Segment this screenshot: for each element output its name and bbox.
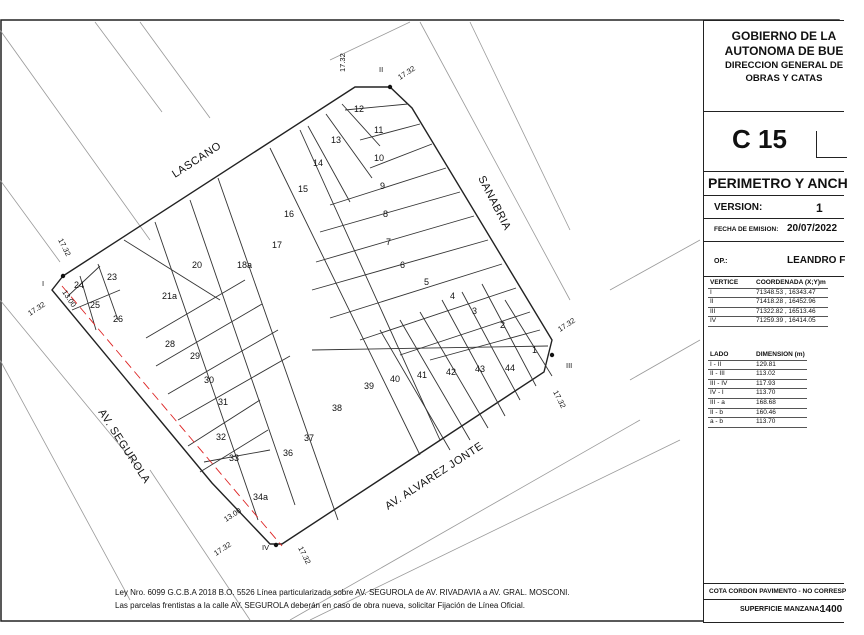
vertex-cell: I [708,288,754,298]
street-name-top: LASCANO [170,139,224,181]
side-cell: II - III [708,370,754,380]
particularized-line [62,286,282,546]
vertex-cell: II [708,298,754,308]
lot-number: 41 [417,370,428,380]
side-cell: IV - I [708,389,754,399]
lot-number: 18a [237,260,253,270]
table-row [708,370,807,380]
operator-value: LEANDRO F [787,255,846,266]
street-name-left: AV. SEGUROLA [95,407,153,486]
lot-number: 28 [165,339,176,349]
table-header-row [708,351,807,360]
chamfer-dimension: 17.32 [396,63,417,82]
vertex-marker-i [61,274,65,278]
operator-label: OP.: [714,258,728,265]
lot-number: 4 [450,291,456,301]
info-panel [703,20,848,623]
table-row [708,360,807,370]
emision-label: FECHA DE EMISION: [714,226,779,233]
dimension-cell: 129.81 [754,360,807,370]
lot-number: 3 [472,306,478,316]
vertex-label: I [42,279,45,288]
dept-line: OBRAS Y CATAS [745,73,823,84]
legal-note: Las parcelas frentistas a la calle AV. SEGUROLA deberán en caso de obra nueva, solicitar Fijación de Línea Oficial. [115,601,526,610]
lot-number: 40 [390,374,401,384]
divider [704,583,844,584]
vertex-cell: IV [708,317,754,327]
vertex-marker-ii [388,85,392,89]
chamfer-dimension: 17.32 [338,53,347,72]
gov-line: GOBIERNO DE LA [731,29,837,43]
dimension-cell: 117.93 [754,379,807,389]
lot-number: 16 [284,209,295,219]
cota-note: COTA CORDON PAVIMENTO - NO CORRESP [709,588,847,595]
dimension-cell: 168.68 [754,398,807,408]
lot-number: 12 [354,104,365,114]
lot-number: 20 [192,260,203,270]
chamfer-dimension: 17.32 [56,236,73,258]
table-row [708,418,807,428]
lot-number: 23 [107,272,118,282]
divider [704,111,844,112]
vertex-coordinates-table [708,279,828,327]
chamfer-dimension: 17.32 [212,539,233,558]
government-header [704,29,864,85]
lot-number: 42 [446,367,457,377]
lot-number: 37 [304,433,315,443]
lot-number: 6 [400,260,406,270]
coordinate-cell: 71322.82 , 16513.46 [754,307,828,317]
parcel-lines [68,104,552,520]
divider [704,171,844,172]
side-cell: I - II [708,360,754,370]
lot-number: 9 [380,181,386,191]
street-name-right: SANABRIA [475,173,514,233]
lot-number: 14 [313,158,324,168]
dept-line: DIRECCION GENERAL DE [724,60,844,71]
lot-number: 24 [74,280,85,290]
lot-number: 33 [229,453,240,463]
section-code: C 15 [732,124,787,154]
gov-line: AUTONOMA DE BUE [724,44,844,58]
lot-number: 43 [475,364,486,374]
divider [704,276,844,277]
chamfer-dimension: 17.32 [26,299,47,318]
lot-number: 1 [532,345,538,355]
table-header: VERTICE [708,279,754,288]
vertex-cell: III [708,307,754,317]
lot-number: 38 [332,403,343,413]
lot-number: 25 [90,300,101,310]
table-row [708,398,807,408]
divider [704,599,844,600]
side-cell: III - IV [708,379,754,389]
coordinate-cell: 71259.39 , 16414.05 [754,317,828,327]
side-cell: a - b [708,418,754,428]
lot-number: 2 [500,320,506,330]
version-value: 1 [816,201,823,215]
legal-note: Ley Nro. 6099 G.C.B.A 2018 B.O. 5526 Línea particularizada sobre AV. SEGUROLA de AV. RIVADAVIA a AV. GRAL. MOSCONI. [115,588,570,597]
vertex-label: III [566,361,573,370]
chamfer-dimension: 17.32 [556,315,577,334]
code-box [816,131,847,158]
table-row [708,307,828,317]
lot-number: 26 [113,314,124,324]
lot-number: 36 [283,448,294,458]
divider [704,195,844,196]
table-row [708,298,828,308]
side-cell: III - a [708,398,754,408]
vertex-label: II [379,65,384,74]
dimension-cell: 113.02 [754,370,807,380]
table-header: DIMENSION (m) [754,351,807,360]
table-row [708,288,828,298]
lot-number: 13 [331,135,342,145]
table-header: LADO [708,351,754,360]
lot-number: 5 [424,277,430,287]
surface-value: 1400 [820,604,843,615]
chamfer-dimension: 17.32 [296,544,313,566]
vertex-marker-iii [550,353,554,357]
emision-value: 20/07/2022 [787,223,838,234]
table-row [708,317,828,327]
lot-number: 29 [190,351,201,361]
lot-number: 7 [386,237,392,247]
dimension-cell: 113.70 [754,389,807,399]
panel-title: PERIMETRO Y ANCH [708,175,848,191]
surface-label: SUPERFICIE MANZANA: [740,606,822,613]
coordinate-cell: 71348.53 , 16343.47 [754,288,828,298]
lot-number: 31 [218,397,229,407]
lot-number: 11 [374,125,384,135]
lot-number: 10 [374,153,385,163]
lot-number: 34a [253,492,269,502]
street-name-bottom: AV. ALVAREZ JONTE [383,440,486,513]
side-cell: II - b [708,408,754,418]
lot-number: 30 [204,375,215,385]
dimension-cell: 160.46 [754,408,807,418]
street-edges [0,22,700,620]
vertex-label: IV [262,543,270,552]
lot-number: 21a [162,291,178,301]
dimension-cell: 113.70 [754,418,807,428]
chamfer-dimension: 17.32 [551,388,568,410]
lot-number: 17 [272,240,283,250]
lot-number: 32 [216,432,227,442]
lot-number: 44 [505,363,516,373]
table-row [708,389,807,399]
table-header-row [708,279,828,288]
side-dimensions-table [708,351,807,428]
lot-number: 15 [298,184,309,194]
setback-dimension: 13.00 [222,505,243,524]
vertex-marker-iv [274,543,278,547]
divider [704,218,844,219]
lot-number: 8 [383,209,389,219]
coordinate-cell: 71418.28 , 16452.96 [754,298,828,308]
lot-number: 39 [364,381,375,391]
table-row [708,408,807,418]
table-row [708,379,807,389]
table-header: COORDENADA (X;Y)m [754,279,828,288]
divider [704,241,844,242]
setback-dimension: 13.00 [60,288,79,309]
version-label: VERSION: [714,202,763,213]
